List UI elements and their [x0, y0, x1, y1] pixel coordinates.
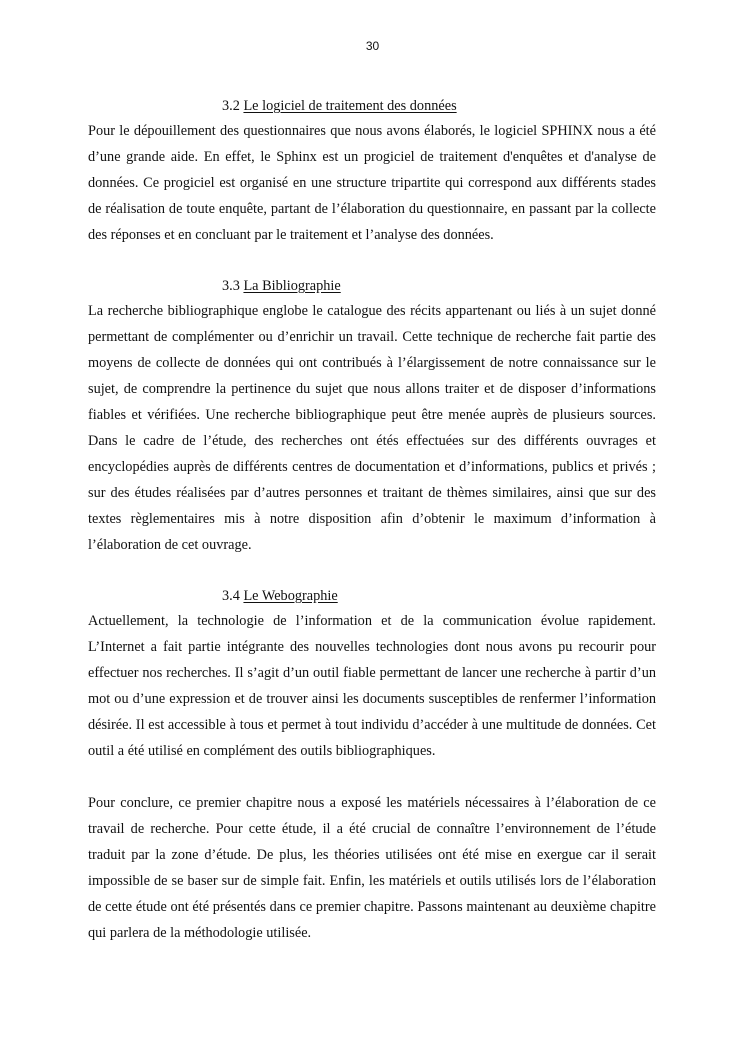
section-paragraph-3-2: Pour le dépouillement des questionnaires que nous avons élaborés, le logiciel SPHINX nous a été d’une grande aide. En effet, le Sphinx est un progiciel de traitement d'enquêtes et d'analyse de données. Ce progiciel est organisé en une structure tripartite qui correspond aux différents stades de réalisation de toute enquête, partant de l’élaboration du questionnaire, en passant par la collecte des réponses et en concluant par le traitement et l’analyse des données. [88, 123, 656, 243]
section-number: 3.2 [222, 98, 240, 114]
document-body [88, 94, 656, 946]
paragraph-spacer [88, 764, 656, 790]
conclusion-paragraph: Pour conclure, ce premier chapitre nous a exposé les matériels nécessaires à l’élaboration de ce travail de recherche. Pour cette étude, il a été crucial de connaître l’environnement de l’étude traduit par la zone d’étude. De plus, les théories utilisées ont été mise en exergue car il serait impossible de se baser sur de simple fait. Enfin, les matériels et outils utilisés lors de l’élaboration de cette étude ont été présentés dans ce premier chapitre. Passons maintenant au deuxième chapitre qui parlera de la méthodologie utilisée. [88, 795, 656, 941]
paragraph-spacer [88, 248, 656, 274]
section-title: La Bibliographie [243, 278, 341, 294]
section-title: Le Webographie [243, 588, 338, 604]
section-heading-3-2 [88, 94, 656, 118]
section-number: 3.4 [222, 588, 240, 604]
section-title: Le logiciel de traitement des données [243, 98, 457, 114]
section-paragraph-3-4: Actuellement, la technologie de l’information et de la communication évolue rapidement. L’Internet a fait partie intégrante des nouvelles technologies dont nous avons pu recourir pour effectuer nos recherches. Il s’agit d’un outil fiable permettant de lancer une recherche à partir d’un mot ou d’une expression et de trouver ainsi les documents susceptibles de renfermer l’information désirée. Il est accessible à tous et permet à tout individu d’accéder à une multitude de données. Cet outil a été utilisé en complément des outils bibliographiques. [88, 613, 656, 759]
page-number: 30 [365, 39, 380, 53]
section-paragraph-3-3: La recherche bibliographique englobe le catalogue des récits appartenant ou liés à un sujet donné permettant de complémenter ou d’enrichir un travail. Cette technique de recherche fait partie des moyens de collecte de données qui ont contribués à l’élargissement de notre connaissance sur le sujet, de comprendre la pertinence du sujet que nous allons traiter et de disposer d’informations fiables et vérifiées. Une recherche bibliographique peut être menée auprès de plusieurs sources. Dans le cadre de l’étude, des recherches ont étés effectuées sur des différents ouvrages et encyclopédies auprès de différents centres de documentation et d’informations, publics et privés ; sur des études réalisées par d’autres personnes et traitant de thèmes similaires, ainsi que sur des textes règlementaires mis à notre disposition afin d’obtenir le maximum d’information à l’élaboration de cet ouvrage. [88, 303, 656, 553]
paragraph-spacer [88, 558, 656, 584]
section-heading-3-3 [88, 274, 656, 298]
section-number: 3.3 [222, 278, 240, 294]
section-heading-3-4 [88, 584, 656, 608]
